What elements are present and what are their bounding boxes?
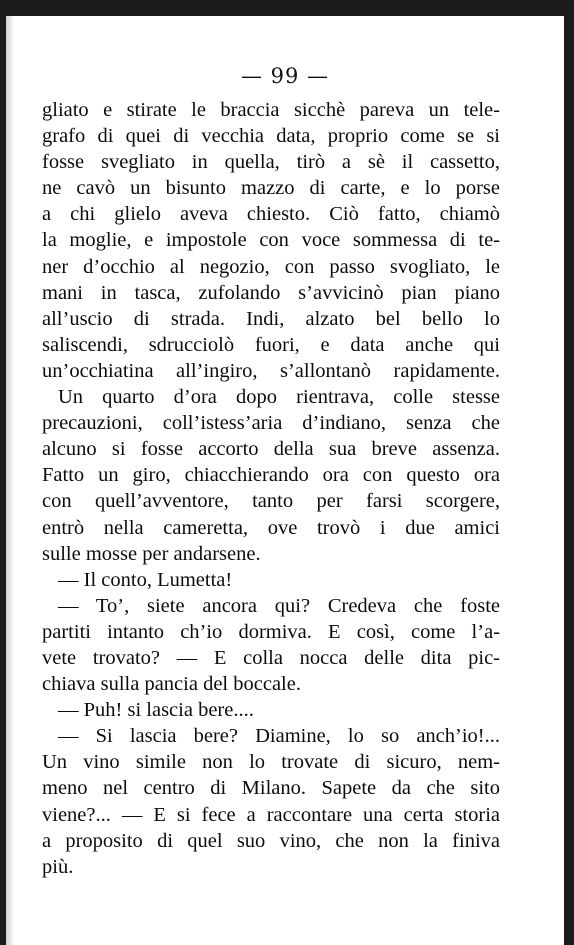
text-line: più. <box>42 855 74 878</box>
text-line: grafo di quei di vecchia data, proprio come se si <box>42 125 500 148</box>
text-line: Un vino simile non lo trovate di sicuro, nem- <box>42 751 500 774</box>
text-line: ne cavò un bisunto mazzo di carte, e lo porse <box>42 177 500 200</box>
text-line: partiti intanto ch’io dormiva. E così, come l’a- <box>42 620 500 643</box>
text-line: — Il conto, Lumetta! <box>58 568 233 591</box>
text-line: Un quarto d’ora dopo rientrava, colle stesse <box>58 386 500 409</box>
text-line: a proposito di quel suo vino, che non la finiva <box>42 829 500 852</box>
text-line: Fatto un giro, chiacchierando ora con questo ora <box>42 464 500 487</box>
text-line: a chi glielo aveva chiesto. Ciò fatto, chiamò <box>42 203 500 226</box>
text-line: chiava sulla pancia del boccale. <box>42 673 301 696</box>
text-line: vete trovato? — E colla nocca delle dita pic- <box>42 646 500 669</box>
text-line: con quell’avventore, tanto per farsi scorgere, <box>42 490 500 513</box>
text-line: gliato e stirate le braccia sicchè pareva un tele- <box>42 99 500 121</box>
text-line: all’uscio di strada. Indi, alzato bel bello lo <box>42 307 500 330</box>
page-number: — 99 — <box>240 64 330 88</box>
text-line: sulle mosse per andarsene. <box>42 542 261 565</box>
text-line: un’occhiatina all’ingiro, s’allontanò rapidamente. <box>42 359 500 382</box>
body-text <box>42 97 500 880</box>
text-line: ner d’occhio al negozio, con passo svogliato, le <box>42 255 500 278</box>
text-line: meno nel centro di Milano. Sapete da che sito <box>42 777 500 800</box>
text-line: saliscendi, sdrucciolò fuori, e data anche qui <box>42 333 500 356</box>
text-line: — To’, siete ancora qui? Credeva che foste <box>58 594 500 617</box>
text-line: mani in tasca, zufolando s’avvicinò pian piano <box>42 281 500 304</box>
text-line: precauzioni, coll’istess’aria d’indiano, senza che <box>42 412 500 435</box>
text-line: alcuno si fosse accorto della sua breve assenza. <box>42 438 500 461</box>
text-line: viene?... — E si fece a raccontare una certa storia <box>42 803 500 826</box>
text-line: fosse svegliato in quella, tirò a sè il cassetto, <box>42 151 500 174</box>
text-line: — Puh! si lascia bere.... <box>58 699 254 722</box>
text-line: — Si lascia bere? Diamine, lo so anch’io!... <box>58 725 500 748</box>
text-line: entrò nella cameretta, ove trovò i due amici <box>42 516 500 539</box>
page-edge-shadow <box>6 16 14 945</box>
text-line: la moglie, e impostole con voce sommessa di te- <box>42 229 500 252</box>
book-page <box>6 16 564 945</box>
